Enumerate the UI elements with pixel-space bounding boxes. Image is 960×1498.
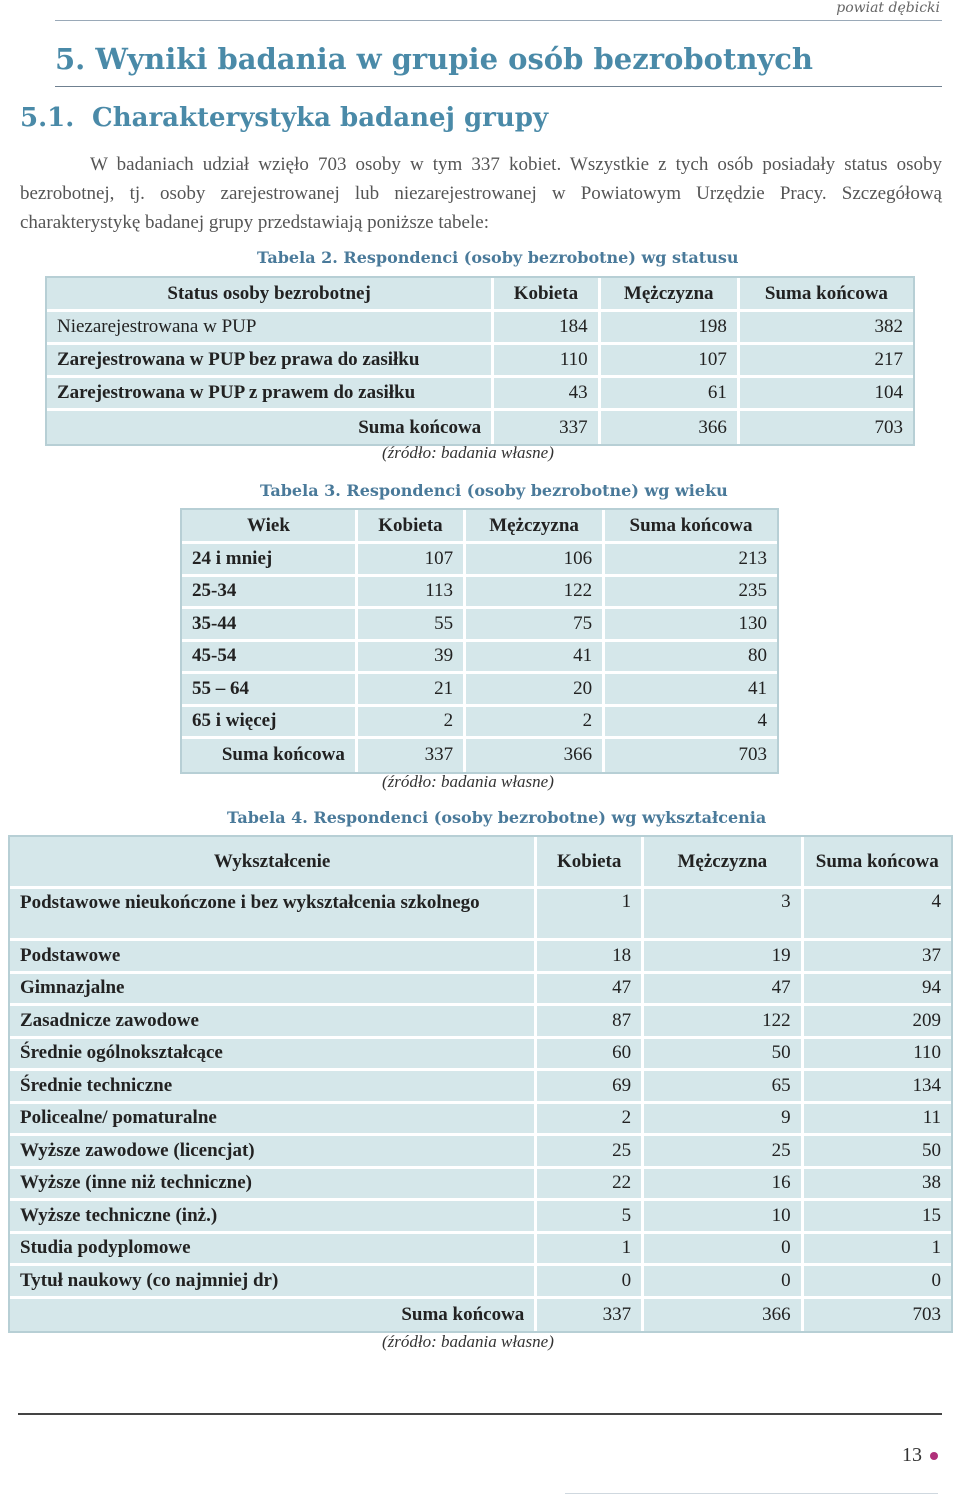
cell: 39 [358, 642, 466, 675]
row-label: 35-44 [182, 609, 358, 642]
table-row [182, 707, 777, 740]
cell: 80 [605, 642, 777, 675]
cell: 209 [804, 1006, 951, 1039]
row-label: Zarejestrowana w PUP z prawem do zasiłku [47, 378, 494, 411]
cell: 1 [537, 1234, 644, 1267]
table2 [45, 276, 915, 446]
cell: 55 [358, 609, 466, 642]
cell: 703 [740, 411, 913, 444]
table-row [47, 378, 913, 411]
header-rule [55, 20, 942, 21]
cell: 3 [644, 889, 803, 941]
column-header: Wiek [182, 510, 358, 544]
cell: 25 [537, 1136, 644, 1169]
column-header: Kobieta [358, 510, 466, 544]
table-total-row [182, 739, 777, 772]
row-label: Zarejestrowana w PUP bez prawa do zasiłku [47, 345, 494, 378]
cell: 366 [601, 411, 740, 444]
cell: 382 [740, 312, 913, 345]
cell: 134 [804, 1071, 951, 1104]
footer-rule [18, 1413, 942, 1415]
cell: 41 [466, 642, 605, 675]
cell: 43 [494, 378, 600, 411]
cell: 104 [740, 378, 913, 411]
cell: 18 [537, 941, 644, 974]
column-header: Suma końcowa [605, 510, 777, 544]
cell: 10 [644, 1201, 803, 1234]
table-total-row [10, 1299, 951, 1332]
cell: 38 [804, 1169, 951, 1202]
table4 [8, 835, 953, 1333]
cell: 47 [644, 974, 803, 1007]
cell: 47 [537, 974, 644, 1007]
cell: 2 [466, 707, 605, 740]
cell: 122 [466, 577, 605, 610]
row-label: 45-54 [182, 642, 358, 675]
cell: 5 [537, 1201, 644, 1234]
footer-accent-rule [565, 1493, 938, 1494]
table-row [10, 1104, 951, 1137]
table-row [10, 1169, 951, 1202]
row-label: 25-34 [182, 577, 358, 610]
cell: 337 [537, 1299, 644, 1332]
cell: 2 [537, 1104, 644, 1137]
cell: 41 [605, 674, 777, 707]
table-row [10, 1201, 951, 1234]
table-row [47, 312, 913, 345]
cell: 366 [466, 739, 605, 772]
cell: 87 [537, 1006, 644, 1039]
total-label: Suma końcowa [47, 411, 494, 444]
cell: 94 [804, 974, 951, 1007]
row-label: Niezarejestrowana w PUP [47, 312, 494, 345]
cell: 60 [537, 1039, 644, 1072]
section-rule [55, 86, 942, 87]
bullet-dot-icon [930, 1452, 938, 1460]
cell: 107 [358, 544, 466, 577]
table-row [10, 1266, 951, 1299]
column-header: Mężczyzna [601, 278, 740, 312]
column-header: Status osoby bezrobotnej [47, 278, 494, 312]
table-row [10, 1071, 951, 1104]
total-label: Suma końcowa [182, 739, 358, 772]
column-header: Mężczyzna [644, 837, 803, 889]
cell: 130 [605, 609, 777, 642]
column-header: Suma końcowa [740, 278, 913, 312]
table-row [10, 1039, 951, 1072]
cell: 337 [494, 411, 600, 444]
cell: 50 [804, 1136, 951, 1169]
table3 [180, 508, 779, 774]
table-row [182, 642, 777, 675]
row-label: 24 i mniej [182, 544, 358, 577]
column-header: Wykształcenie [10, 837, 537, 889]
cell: 50 [644, 1039, 803, 1072]
cell: 11 [804, 1104, 951, 1137]
row-label: Podstawowe nieukończone i bez wykształcenia szkolnego [10, 889, 537, 941]
cell: 37 [804, 941, 951, 974]
table-row [10, 1234, 951, 1267]
section-title: 5. Wyniki badania w grupie osób bezrobotnych [55, 42, 814, 76]
table-header-row [182, 510, 777, 544]
table-header-row [47, 278, 913, 312]
cell: 65 [644, 1071, 803, 1104]
cell: 22 [537, 1169, 644, 1202]
row-label: Wyższe techniczne (inż.) [10, 1201, 537, 1234]
table3-caption: Tabela 3. Respondenci (osoby bezrobotne) wg wieku [260, 481, 728, 500]
intro-paragraph [20, 150, 942, 237]
cell: 198 [601, 312, 740, 345]
cell: 1 [804, 1234, 951, 1267]
cell: 113 [358, 577, 466, 610]
table-row [182, 609, 777, 642]
row-label: Wyższe (inne niż techniczne) [10, 1169, 537, 1202]
table-row [10, 1006, 951, 1039]
cell: 217 [740, 345, 913, 378]
cell: 110 [804, 1039, 951, 1072]
cell: 20 [466, 674, 605, 707]
running-header: powiat dębicki [836, 0, 940, 16]
cell: 15 [804, 1201, 951, 1234]
table3-source: (źródło: badania własne) [382, 772, 554, 791]
cell: 0 [644, 1234, 803, 1267]
row-label: Podstawowe [10, 941, 537, 974]
cell: 703 [605, 739, 777, 772]
table-row [10, 941, 951, 974]
column-header: Suma końcowa [804, 837, 951, 889]
column-header: Kobieta [537, 837, 644, 889]
cell: 110 [494, 345, 600, 378]
cell: 4 [804, 889, 951, 941]
cell: 122 [644, 1006, 803, 1039]
row-label: 65 i więcej [182, 707, 358, 740]
cell: 2 [358, 707, 466, 740]
row-label: Studia podyplomowe [10, 1234, 537, 1267]
cell: 75 [466, 609, 605, 642]
row-label: Wyższe zawodowe (licencjat) [10, 1136, 537, 1169]
cell: 184 [494, 312, 600, 345]
table4-source: (źródło: badania własne) [382, 1332, 554, 1351]
cell: 0 [644, 1266, 803, 1299]
cell: 4 [605, 707, 777, 740]
row-label: Gimnazjalne [10, 974, 537, 1007]
cell: 703 [804, 1299, 951, 1332]
table-row [47, 345, 913, 378]
cell: 69 [537, 1071, 644, 1104]
row-label: Policealne/ pomaturalne [10, 1104, 537, 1137]
table-row [182, 577, 777, 610]
total-label: Suma końcowa [10, 1299, 537, 1332]
subsection-number: 5.1. [20, 103, 75, 133]
table-row [182, 544, 777, 577]
cell: 25 [644, 1136, 803, 1169]
cell: 9 [644, 1104, 803, 1137]
table-row [10, 974, 951, 1007]
cell: 337 [358, 739, 466, 772]
cell: 213 [605, 544, 777, 577]
table-total-row [47, 411, 913, 444]
cell: 107 [601, 345, 740, 378]
subsection-title: Charakterystyka badanej grupy [92, 103, 549, 133]
cell: 0 [537, 1266, 644, 1299]
subsection-heading [20, 103, 548, 133]
cell: 61 [601, 378, 740, 411]
row-label: 55 – 64 [182, 674, 358, 707]
table-row [10, 1136, 951, 1169]
cell: 366 [644, 1299, 803, 1332]
table4-caption: Tabela 4. Respondenci (osoby bezrobotne) wg wykształcenia [227, 808, 767, 827]
table2-caption: Tabela 2. Respondenci (osoby bezrobotne) wg statusu [257, 248, 739, 267]
table-row [182, 674, 777, 707]
cell: 21 [358, 674, 466, 707]
page-number: 13 [902, 1444, 922, 1466]
cell: 16 [644, 1169, 803, 1202]
table-row [10, 889, 951, 941]
table2-source: (źródło: badania własne) [382, 443, 554, 462]
cell: 106 [466, 544, 605, 577]
cell: 0 [804, 1266, 951, 1299]
row-label: Tytuł naukowy (co najmniej dr) [10, 1266, 537, 1299]
row-label: Średnie ogólnokształcące [10, 1039, 537, 1072]
row-label: Zasadnicze zawodowe [10, 1006, 537, 1039]
table-header-row [10, 837, 951, 889]
column-header: Kobieta [494, 278, 600, 312]
column-header: Mężczyzna [466, 510, 605, 544]
cell: 19 [644, 941, 803, 974]
cell: 235 [605, 577, 777, 610]
cell: 1 [537, 889, 644, 941]
row-label: Średnie techniczne [10, 1071, 537, 1104]
intro-text: W badaniach udział wzięło 703 osoby w tym 337 kobiet. Wszystkie z tych osób posiadały status osoby bezrobotnej, tj. osoby zarejestrowanej lub niezarejestrowanej w Powiatowym Urzędzie Pracy. Szczegółową charakterystykę badanej grupy przedstawiają poniższe tabele: [20, 154, 942, 233]
